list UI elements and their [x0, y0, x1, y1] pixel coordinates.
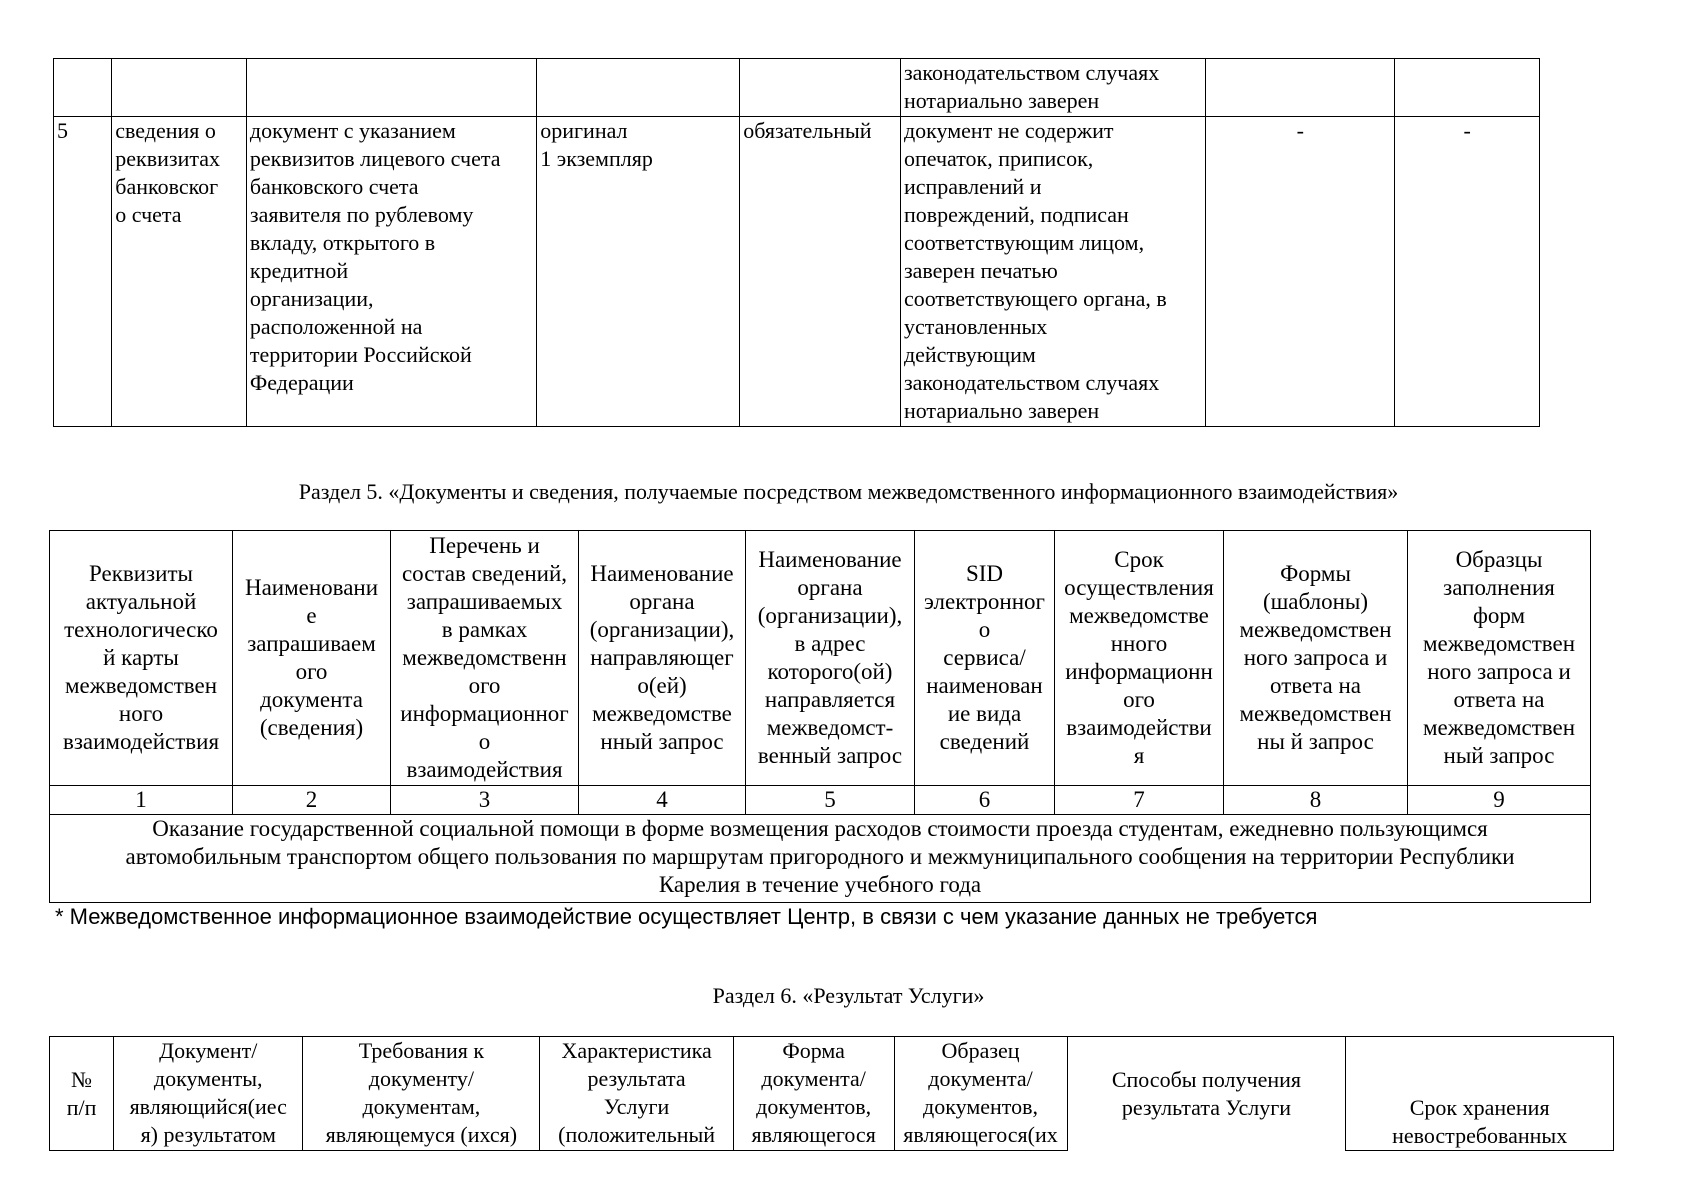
header-cell: Наименование органа (организации), направляющег о(ей) межведомстве нный запрос — [579, 531, 746, 786]
header-cell: Характеристика результата Услуги (положительный — [540, 1037, 733, 1151]
header-row — [50, 1037, 1614, 1151]
section-6-title: Раздел 6. «Результат Услуги» — [712, 983, 985, 1008]
cell-form: - — [1206, 117, 1395, 427]
cell-copies — [537, 59, 740, 117]
cell-form — [1206, 59, 1395, 117]
table-row — [54, 59, 1540, 117]
cell-sample: - — [1395, 117, 1540, 427]
result-table — [49, 1036, 1614, 1151]
cell-category — [112, 59, 247, 117]
service-row — [50, 815, 1591, 903]
header-cell: Форма документа/ документов, являющегося — [733, 1037, 894, 1151]
service-name: Оказание государственной социальной помощи в форме возмещения расходов стоимости проезда студентам, ежедневно пользующимся автомобильным транспортом общего пользования по маршрутам пригородного и межмуниципального сообщения на территории Республики Карелия в течение учебного года — [50, 815, 1591, 903]
header-cell: Требования к документу/ документам, являющемуся (ихся) — [303, 1037, 540, 1151]
cell-condition: обязательный — [740, 117, 901, 427]
header-cell: Формы (шаблоны) межведомствен ного запроса и ответа на межведомствен ны й запрос — [1224, 531, 1408, 786]
cell-copies: оригинал 1 экземпляр — [537, 117, 740, 427]
header-cell: Срок хранения невостребованных — [1346, 1037, 1614, 1151]
cell-document: документ с указанием реквизитов лицевого счета банковского счета заявителя по рублевому вкладу, открытого в кредитной организации, расположенной на территории Российской Федерации — [246, 117, 536, 427]
header-cell: Реквизиты актуальной технологическо й карты межведомствен ного взаимодействия — [50, 531, 233, 786]
header-cell: Способы получения результата Услуги — [1067, 1037, 1346, 1151]
header-cell: Документ/ документы, являющийся(иес я) результатом — [114, 1037, 303, 1151]
cell-category: сведения о реквизитах банковског о счета — [112, 117, 247, 427]
column-number: 5 — [746, 786, 915, 815]
section-5-title: Раздел 5. «Документы и сведения, получаемые посредством межведомственного информационного взаимодействия» — [298, 479, 1399, 504]
cell-num — [54, 59, 112, 117]
header-cell: SID электронног о сервиса/ наименован ие вида сведений — [915, 531, 1055, 786]
column-number: 6 — [915, 786, 1055, 815]
column-numbers-row — [50, 786, 1591, 815]
header-cell: Наименование органа (организации), в адрес которого(ой) направляется межведомст- венный запрос — [746, 531, 915, 786]
column-number: 9 — [1408, 786, 1591, 815]
column-number: 8 — [1224, 786, 1408, 815]
column-number: 7 — [1055, 786, 1224, 815]
header-cell: Перечень и состав сведений, запрашиваемых в рамках межведомственн ого информационног о взаимодействия — [391, 531, 579, 786]
cell-sample — [1395, 59, 1540, 117]
footnote: * Межведомственное информационное взаимодействие осуществляет Центр, в связи с чем указание данных не требуется — [55, 904, 1318, 929]
cell-document — [246, 59, 536, 117]
interagency-table — [49, 530, 1591, 903]
cell-num: 5 — [54, 117, 112, 427]
column-number: 4 — [579, 786, 746, 815]
documents-table — [53, 58, 1540, 427]
table-row — [54, 117, 1540, 427]
header-cell: № п/п — [50, 1037, 114, 1151]
header-cell: Образец документа/ документов, являющегося(их — [894, 1037, 1067, 1151]
header-cell: Образцы заполнения форм межведомствен ного запроса и ответа на межведомствен ный запрос — [1408, 531, 1591, 786]
header-row — [50, 531, 1591, 786]
header-cell: Наименовани е запрашиваем ого документа (сведения) — [233, 531, 391, 786]
column-number: 2 — [233, 786, 391, 815]
column-number: 3 — [391, 786, 579, 815]
cell-requirements: законодательством случаях нотариально заверен — [900, 59, 1205, 117]
column-number: 1 — [50, 786, 233, 815]
header-cell: Срок осуществления межведомстве нного информационн ого взаимодействи я — [1055, 531, 1224, 786]
cell-requirements: документ не содержит опечаток, приписок, исправлений и повреждений, подписан соответствующим лицом, заверен печатью соответствующего органа, в установленных действующим законодательством случаях нотариально заверен — [900, 117, 1205, 427]
cell-condition — [740, 59, 901, 117]
